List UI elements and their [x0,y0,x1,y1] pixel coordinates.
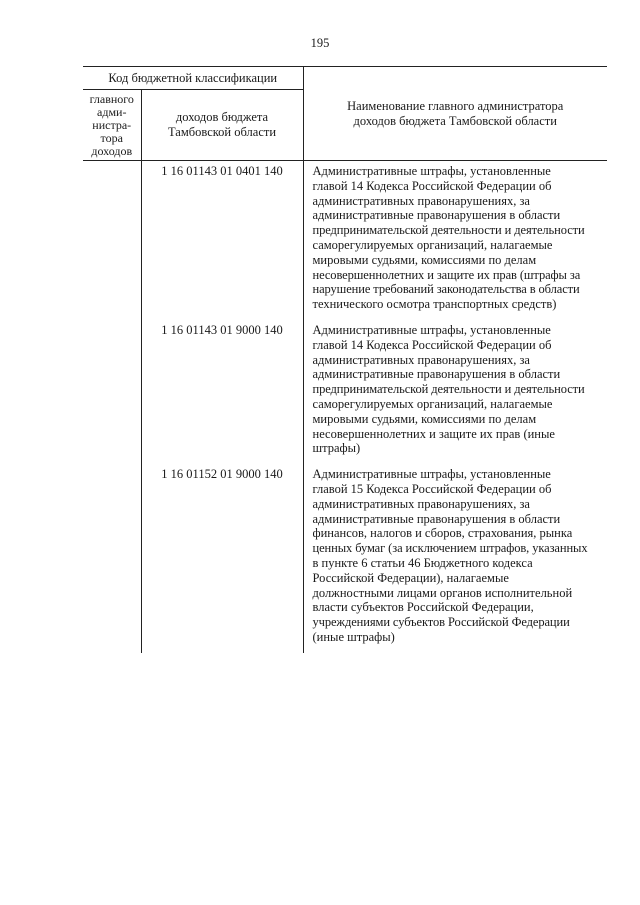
name-line: главой 14 Кодекса Российской Федерации об [312,337,552,352]
revenue-code: 1 16 01152 01 9000 140 [141,464,303,653]
name-line: в пункте 6 статьи 46 Бюджетного кодекса [312,555,533,570]
header-administrator-name [303,67,607,161]
budget-classification-table [83,66,607,653]
name-line: административные правонарушения в области [312,367,561,382]
revenue-name [303,320,607,464]
header-code-line: доходов бюджета [175,110,269,125]
name-line: (иные штрафы) [312,629,395,644]
table-row [83,320,607,464]
name-line: главой 15 Кодекса Российской Федерации об [312,481,552,496]
header-name-line: доходов бюджета Тамбовской области [353,113,557,128]
admin-cell [83,320,141,464]
name-line: Административные штрафы, установленные [312,322,551,337]
name-line: несовершеннолетних и защите их прав (штрафы за [312,267,581,282]
name-line: учреждениями субъектов Российской Федерации [312,615,570,630]
name-line: административных правонарушениях, за [312,193,530,208]
name-line: предпринимательской деятельности и деятельности [312,223,585,238]
name-line: власти субъектов Российской Федерации, [312,600,534,615]
header-name-line: Наименование главного администратора [347,98,564,113]
header-main-administrator [83,90,141,161]
name-line: Российской Федерации), налагаемые [312,570,509,585]
header-classification: Код бюджетной классификации [83,67,303,90]
name-line: нарушение требований законодательства в области [312,282,580,297]
name-line: мировыми судьями, комиссиями по делам [312,252,537,267]
name-line: должностными лицами органов исполнительной [312,585,573,600]
name-line: главой 14 Кодекса Российской Федерации об [312,178,552,193]
name-line: технического осмотра транспортных средств) [312,297,557,312]
name-line: административные правонарушения в области [312,208,561,223]
name-line: несовершеннолетних и защите их прав (иные [312,426,555,441]
name-line: административных правонарушениях, за [312,496,530,511]
name-line: предпринимательской деятельности и деятельности [312,382,585,397]
header-admin-line: тора [100,130,123,145]
revenue-code: 1 16 01143 01 9000 140 [141,320,303,464]
name-line: мировыми судьями, комиссиями по делам [312,411,537,426]
name-line: административные правонарушения в области [312,511,561,526]
name-line: административных правонарушениях, за [312,352,530,367]
revenue-name [303,464,607,653]
revenue-name [303,161,607,320]
name-line: саморегулируемых организаций, налагаемые [312,237,553,252]
header-code-line: Тамбовской области [167,125,277,139]
name-line: финансов, налогов и сборов, страхования, рынка [312,526,573,541]
header-admin-line: доходов [91,143,133,158]
table-row [83,161,607,320]
name-line: Административные штрафы, установленные [312,467,551,482]
header-admin-line: главного [89,91,134,106]
header-admin-line: адми- [97,104,127,119]
header-revenue-code [141,90,303,161]
header-admin-line: нистра- [92,117,132,132]
name-line: саморегулируемых организаций, налагаемые [312,396,553,411]
name-line: Административные штрафы, установленные [312,164,551,178]
name-line: штрафы) [312,441,361,456]
name-line: ценных бумаг (за исключением штрафов, указанных [312,541,588,556]
page-number: 195 [310,36,330,50]
table-row [83,464,607,653]
admin-cell [83,464,141,653]
revenue-code: 1 16 01143 01 0401 140 [141,161,303,320]
admin-cell [83,161,141,320]
